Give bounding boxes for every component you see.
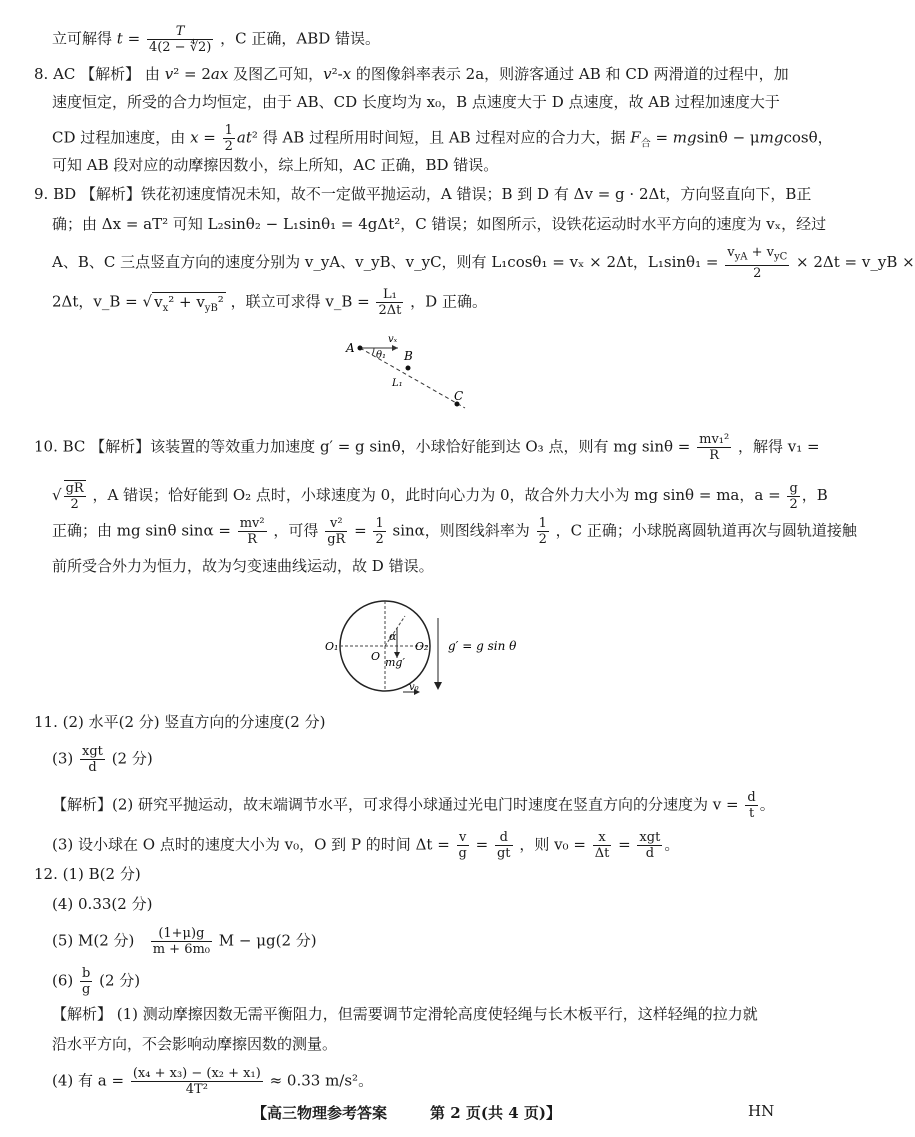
footer-page: 第 2 页(共 4 页)】 xyxy=(430,1104,561,1122)
point-c-label: C xyxy=(454,389,464,403)
q8-line-2: 速度恒定，所受的合力均恒定，由于 AB、CD 长度均为 x₀，B 点速度大于 D 点速度，故 AB 过程加速度大于 xyxy=(52,93,780,111)
vx-label: vₓ xyxy=(388,334,398,345)
mg-label: mg′ xyxy=(385,656,405,669)
q11-line-1: 11. (2) 水平(2 分) 竖直方向的分速度(2 分) xyxy=(34,713,326,731)
q8-line-3: CD 过程加速度，由 x = $\frac{1}{2}$ at² 得 AB 过程所用时间短，且 AB 过程对应的合力大，据 $F_合 = mgsin\theta - \mu mgcos\theta$， xyxy=(52,123,833,154)
q12-line-1: 12. (1) B(2 分) xyxy=(34,865,141,883)
v0-label: v₀ xyxy=(409,682,419,693)
q11-line-4: (3) 设小球在 O 点时的速度大小为 v₀，O 到 P 的时间 Δt = $\frac{v}{g}$ = $\frac{d}{gt}$ ，则 v₀ = $\frac{x}{\Delta t}$ = $\frac{\text{xgt}}{d}$ 。 xyxy=(52,830,680,861)
q9-line-4: 2Δt，v_B = √ $v_x^2 + v_{yB}^2$ ，联立可求得 v_B = $\frac{\text{L₁}}{2\Delta t}$ ，D 正确。 xyxy=(52,287,487,318)
footer-code: HN xyxy=(748,1102,775,1120)
q12-line-3: (5) M(2 分) $\frac{(1+\mu)g}{\text{m + 6m₀}}$ M − μg(2 分) xyxy=(52,926,317,957)
q8-line-4: 可知 AB 段对应的动摩擦因数小，综上所知，AC 正确，BD 错误。 xyxy=(52,156,499,174)
point-a-label: A xyxy=(346,341,355,355)
q9-line-2: 确；由 Δx = aT² 可知 L₂sinθ₂ − L₁sinθ₁ = 4gΔt²，C 错误；如图所示，设铁花运动时水平方向的速度为 vₓ，经过 xyxy=(52,215,827,233)
q10-line-3: 正确；由 mg sinθ sinα = $\frac{\text{mv²}}{R}$ ，可得 $\frac{\text{v²}}{gR}$ = $\frac{1}{2}$ sinα，则图线斜率为 $\frac{1}{2}$ ，C 正确；小球脱离圆轨道再次与圆轨道接触 xyxy=(52,516,857,547)
circle-track-figure xyxy=(305,598,535,700)
q12-line-5: 【解析】 (1) 测动摩擦因数无需平衡阻力，但需要调节定滑轮高度使轻绳与长木板平行，这样轻绳的拉力就 xyxy=(52,1005,758,1023)
projectile-figure xyxy=(340,330,480,415)
q12-line-4: (6) $\frac{b}{g}$ (2 分) xyxy=(52,966,141,997)
q9-line-3: A、B、C 三点竖直方向的速度分别为 v_yA、v_yB、v_yC，则有 L₁cosθ₁ = vₓ × 2Δt，L₁sinθ₁ = $\frac{v_{yA} + v_{yC}}{2}$ × 2Δt = v_yB × xyxy=(52,245,915,281)
q12-line-6: 沿水平方向，不会影响动摩擦因数的测量。 xyxy=(52,1035,338,1053)
q10-line-1: 10. BC 【解析】该装置的等效重力加速度 g′ = g sinθ，小球恰好能到达 O₃ 点，则有 mg sinθ = $\frac{\text{mv₁²}}{R}$ ，解得 v₁ = xyxy=(34,432,820,463)
q9-line-1: 9. BD 【解析】铁花初速度情况未知，故不一定做平抛运动，A 错误；B 到 D 有 Δv = g · 2Δt，方向竖直向下，B正 xyxy=(34,185,812,203)
footer-title: 【高三物理参考答案 xyxy=(252,1104,388,1122)
o2-label: O₂ xyxy=(415,640,429,653)
q12-line-2: (4) 0.33(2 分) xyxy=(52,895,153,913)
q8-line-1: 8. AC 【解析】 由 v² = 2ax 及图乙可知，v²-x 的图像斜率表示 2a，则游客通过 AB 和 CD 两滑道的过程中，加 xyxy=(34,65,789,83)
q10-line-2: √ $\frac{gR}{2}$ ，A 错误；恰好能到 O₂ 点时，小球速度为 0，此时向心力为 0，故合外力大小为 mg sinθ = ma，a = $\frac{g}{2}$ ，B xyxy=(52,480,828,512)
theta-label: θ₁ xyxy=(376,350,387,361)
alpha-label: α xyxy=(389,630,397,643)
q10-line-4: 前所受合外力为恒力，故为匀变速曲线运动，故 D 错误。 xyxy=(52,557,434,575)
fraction: $\frac{T}{4(2 - ∜2)}$ xyxy=(148,24,212,55)
q11-line-2: (3) $\frac{\text{xgt}}{d}$ (2 分) xyxy=(52,744,153,775)
o-label: O xyxy=(371,650,381,663)
line-0: 立可解得 t = $\frac{T}{4(2 - ∜2)}$ ，C 正确，ABD 错误。 xyxy=(52,24,381,55)
q11-line-3: 【解析】(2) 研究平抛运动，故末端调节水平，可求得小球通过光电门时速度在竖直方向的分速度为 v = $\frac{d}{t}$ 。 xyxy=(52,790,775,821)
q12-line-7: (4) 有 a = $\frac{\text{(x₄ + x₃) − (x₂ + x₁)}}{\text{4T²}}$ ≈ 0.33 m/s²。 xyxy=(52,1066,374,1097)
geq-label: g′ = g sin θ xyxy=(448,639,517,653)
l1-label: L₁ xyxy=(392,378,403,389)
point-b-label: B xyxy=(404,349,413,363)
o1-label: O₁ xyxy=(325,640,339,653)
